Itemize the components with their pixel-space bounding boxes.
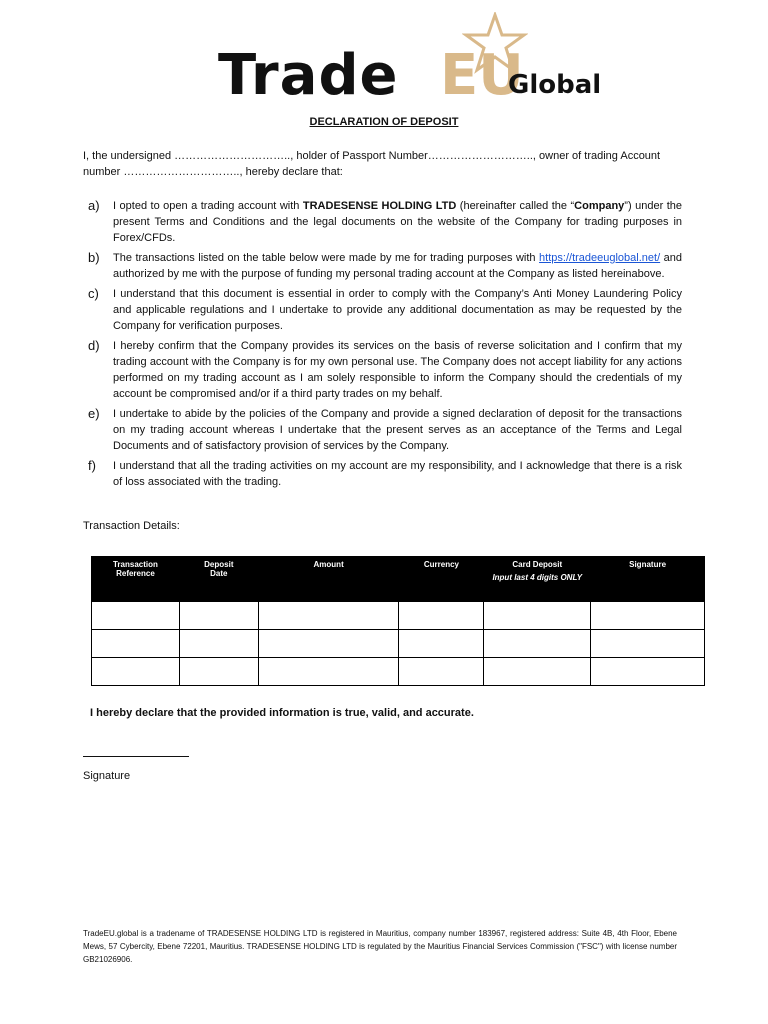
table-header-row: [92, 557, 705, 602]
cell-transaction-reference[interactable]: [92, 602, 180, 630]
cell-signature[interactable]: [591, 658, 705, 686]
company-name: TRADESENSE HOLDING LTD: [302, 200, 457, 212]
header-deposit-date: Deposit Date: [179, 557, 258, 602]
list-item-f: [88, 458, 682, 490]
header-transaction-reference: Transaction Reference: [92, 557, 180, 602]
cell-transaction-reference[interactable]: [92, 630, 180, 658]
transaction-table: [91, 556, 705, 686]
item-text: I undertake to abide by the policies of the Company and provide a signed declaration of deposit for the transactions on my trading account whereas I undertake that the present serves as an acceptance of the Terms and Legal Documents and of satisfactory provision of services by the Company.: [113, 408, 682, 452]
cell-card-deposit[interactable]: [484, 630, 591, 658]
list-item-c: [88, 286, 682, 334]
document-title: DECLARATION OF DEPOSIT: [309, 116, 459, 128]
brand-logo: [218, 12, 618, 108]
intro-line-1: I, the undersigned ………………………….., holder of Passport Number……………………….., owner of trading Account: [83, 150, 661, 162]
cell-transaction-reference[interactable]: [92, 658, 180, 686]
cell-deposit-date[interactable]: [179, 658, 258, 686]
item-text: and authorized by me with the purpose of funding my personal trading account at the Company as listed hereinabove.: [113, 252, 682, 280]
cell-deposit-date[interactable]: [179, 602, 258, 630]
signature-label: Signature: [83, 770, 131, 782]
item-label: e): [88, 406, 100, 421]
list-item-a: [88, 198, 682, 246]
table-row: [92, 630, 705, 658]
item-label: d): [88, 338, 100, 353]
company-term: Company: [574, 200, 625, 212]
item-label: c): [88, 286, 99, 301]
cell-card-deposit[interactable]: [484, 602, 591, 630]
logo-trade-text: Trade: [218, 43, 399, 108]
item-label: b): [88, 250, 100, 265]
header-currency: Currency: [399, 557, 484, 602]
item-label: f): [88, 458, 96, 473]
card-deposit-note: Input last 4 digits ONLY: [492, 573, 583, 582]
declaration-statement: I hereby declare that the provided information is true, valid, and accurate.: [90, 707, 474, 719]
table-row: [92, 602, 705, 630]
intro-line-2: number ………………………….., hereby declare that:: [83, 166, 343, 178]
item-text: ”) under the present Terms and Conditions and the legal documents on the website of the Company for trading purposes in Forex/CFDs.: [113, 200, 683, 244]
cell-amount[interactable]: [258, 602, 399, 630]
declaration-list: [88, 198, 682, 494]
transaction-details-label: Transaction Details:: [83, 520, 180, 532]
list-item-b: [88, 250, 682, 282]
cell-card-deposit[interactable]: [484, 658, 591, 686]
header-card-deposit: Card Deposit Input last 4 digits ONLY: [484, 557, 591, 602]
cell-amount[interactable]: [258, 658, 399, 686]
cell-currency[interactable]: [399, 602, 484, 630]
list-item-d: [88, 338, 682, 402]
item-text: (hereinafter called the “: [456, 200, 575, 212]
cell-currency[interactable]: [399, 658, 484, 686]
header-signature: Signature: [591, 557, 705, 602]
item-text: I opted to open a trading account with: [113, 200, 303, 212]
signature-line[interactable]: [83, 756, 189, 757]
table-row: [92, 658, 705, 686]
cell-deposit-date[interactable]: [179, 630, 258, 658]
cell-amount[interactable]: [258, 630, 399, 658]
list-item-e: [88, 406, 682, 454]
cell-currency[interactable]: [399, 630, 484, 658]
item-text: I understand that all the trading activities on my account are my responsibility, and I acknowledge that there is a risk of loss associated with the trading.: [113, 460, 682, 488]
intro-paragraph: [83, 148, 683, 180]
header-amount: Amount: [258, 557, 399, 602]
footer-legal-text: TradeEU.global is a tradename of TRADESENSE HOLDING LTD is registered in Mauritius, company number 183967, registered address: Suite 4B, 4th Floor, Ebene Mews, 57 Cybercity, Ebene 72201, Mauritius. TRADESENSE HOLDING LTD is regulated by the Mauritius Financial Services Commission ("FSC") with license number GB21026906.: [83, 929, 677, 964]
website-link[interactable]: https://tradeeuglobal.net/: [539, 252, 661, 264]
cell-signature[interactable]: [591, 602, 705, 630]
logo-eu-text: EU: [440, 43, 524, 108]
item-text: I hereby confirm that the Company provides its services on the basis of reverse solicitation and I confirm that my trading account with the Company is for my own personal use. The Company does not accept liability for any actions performed on my trading account as I am solely responsible to inform the Company should the credentials of my account be compromised and/or if a third party trades on my behalf.: [113, 340, 682, 400]
logo-global-text: Global: [508, 70, 602, 100]
item-label: a): [88, 198, 100, 213]
item-text: I understand that this document is essential in order to comply with the Company’s Anti Money Laundering Policy and applicable regulations and I undertake to provide any additional documentation as may be requested by the Company for verification purposes.: [113, 288, 682, 332]
cell-signature[interactable]: [591, 630, 705, 658]
item-text: The transactions listed on the table below were made by me for trading purposes with: [113, 252, 540, 264]
